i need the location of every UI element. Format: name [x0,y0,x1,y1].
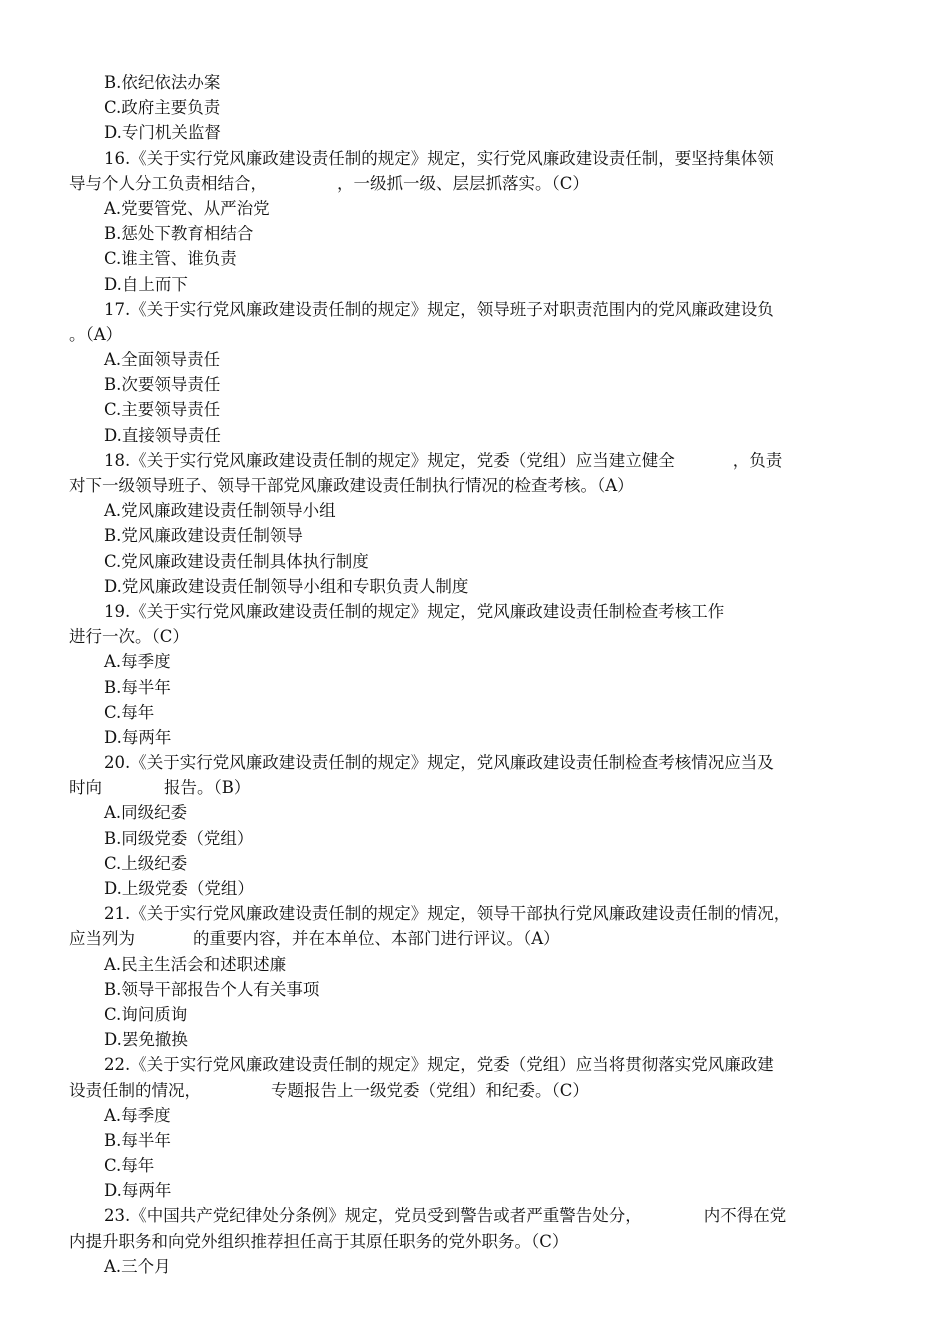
question-text-after-blank: 报告。（B） [164,778,251,798]
question-text-after-blank: ，一级抓一级、层层抓落实。（C） [337,173,589,193]
answer-option: D.自上而下 [104,274,188,294]
question-text-before-blank: 时向 [69,778,102,798]
answer-option: C.询问质询 [104,1004,188,1024]
answer-option: C.每年 [104,1156,155,1176]
question-text-before-blank: 应当列为 [69,929,135,949]
answer-option: C.每年 [104,702,155,722]
question-line: 19.《关于实行党风廉政建设责任制的规定》规定，党风廉政建设责任制检查考核工作 [104,601,725,621]
answer-option: C.主要领导责任 [104,400,221,420]
question-line: 21.《关于实行党风廉政建设责任制的规定》规定，领导干部执行党风廉政建设责任制的情况， [104,904,791,924]
answer-option: B.次要领导责任 [104,375,221,395]
question-line: 内提升职务和向党外组织推荐担任高于其原任职务的党外职务。（C） [69,1231,569,1251]
answer-option: D.上级党委（党组） [104,879,254,898]
answer-option: B.每半年 [104,677,171,697]
question-text-after-blank: 的重要内容，并在本单位、本部门进行评议。（A） [193,929,560,949]
question-text-after-blank: 专题报告上一级党委（党组）和纪委。（C） [271,1080,589,1100]
answer-option: C.党风廉政建设责任制具体执行制度 [104,551,369,571]
answer-option: B.同级党委（党组） [104,828,254,848]
answer-option: A.三个月 [104,1256,171,1276]
question-line [0,1078,950,1103]
question-text-after-blank: ，负责 [732,450,783,470]
question-line [0,926,950,951]
question-text-before-blank: 23.《中国共产党纪律处分条例》规定，党员受到警告或者严重警告处分， [104,1206,642,1226]
answer-option: B.依纪依法办案 [104,73,221,92]
answer-option: A.党要管党、从严治党 [104,198,270,218]
answer-option: A.全面领导责任 [104,350,221,370]
question-text-before-blank: 18.《关于实行党风廉政建设责任制的规定》规定，党委（党组）应当建立健全 [104,450,675,470]
answer-option: D.每两年 [104,727,172,747]
question-text-after-blank: 内不得在党 [703,1206,787,1226]
question-line: 20.《关于实行党风廉政建设责任制的规定》规定，党风廉政建设责任制检查考核情况应当及 [104,753,774,773]
question-line: 对下一级领导班子、领导干部党风廉政建设责任制执行情况的检查考核。（A） [69,476,634,495]
question-text-before-blank: 导与个人分工负责相结合， [69,173,267,193]
answer-option: D.党风廉政建设责任制领导小组和专职负责人制度 [104,576,469,596]
answer-option: B.党风廉政建设责任制领导 [104,526,303,546]
answer-option: B.领导干部报告个人有关事项 [104,979,320,999]
question-line: 22.《关于实行党风廉政建设责任制的规定》规定，党委（党组）应当将贯彻落实党风廉政建 [104,1055,774,1075]
question-line [0,171,950,196]
answer-option: A.每季度 [104,1105,171,1125]
answer-option: D.每两年 [104,1181,172,1201]
answer-option: C.政府主要负责 [104,98,221,118]
answer-option: B.每半年 [104,1130,171,1150]
answer-option: A.同级纪委 [104,803,188,823]
answer-option: B.惩处下教育相结合 [104,224,254,244]
question-line [0,775,950,800]
answer-option: D.直接领导责任 [104,425,221,445]
question-line: 16.《关于实行党风廉政建设责任制的规定》规定，实行党风廉政建设责任制，要坚持集体领 [104,148,774,168]
answer-option: D.专门机关监督 [104,123,221,143]
answer-option: A.党风廉政建设责任制领导小组 [104,501,336,521]
question-line: 进行一次。（C） [69,627,189,647]
answer-option: C.谁主管、谁负责 [104,249,237,269]
question-line [0,448,950,473]
answer-option: A.每季度 [104,652,171,672]
answer-option: C.上级纪委 [104,853,188,873]
question-line: 。（A） [69,324,123,344]
question-line: 17.《关于实行党风廉政建设责任制的规定》规定，领导班子对职责范围内的党风廉政建设负 [104,299,774,319]
answer-option: A.民主生活会和述职述廉 [104,954,287,974]
answer-option: D.罢免撤换 [104,1030,188,1050]
question-text-before-blank: 设责任制的情况， [69,1080,201,1100]
question-line [0,1203,950,1228]
